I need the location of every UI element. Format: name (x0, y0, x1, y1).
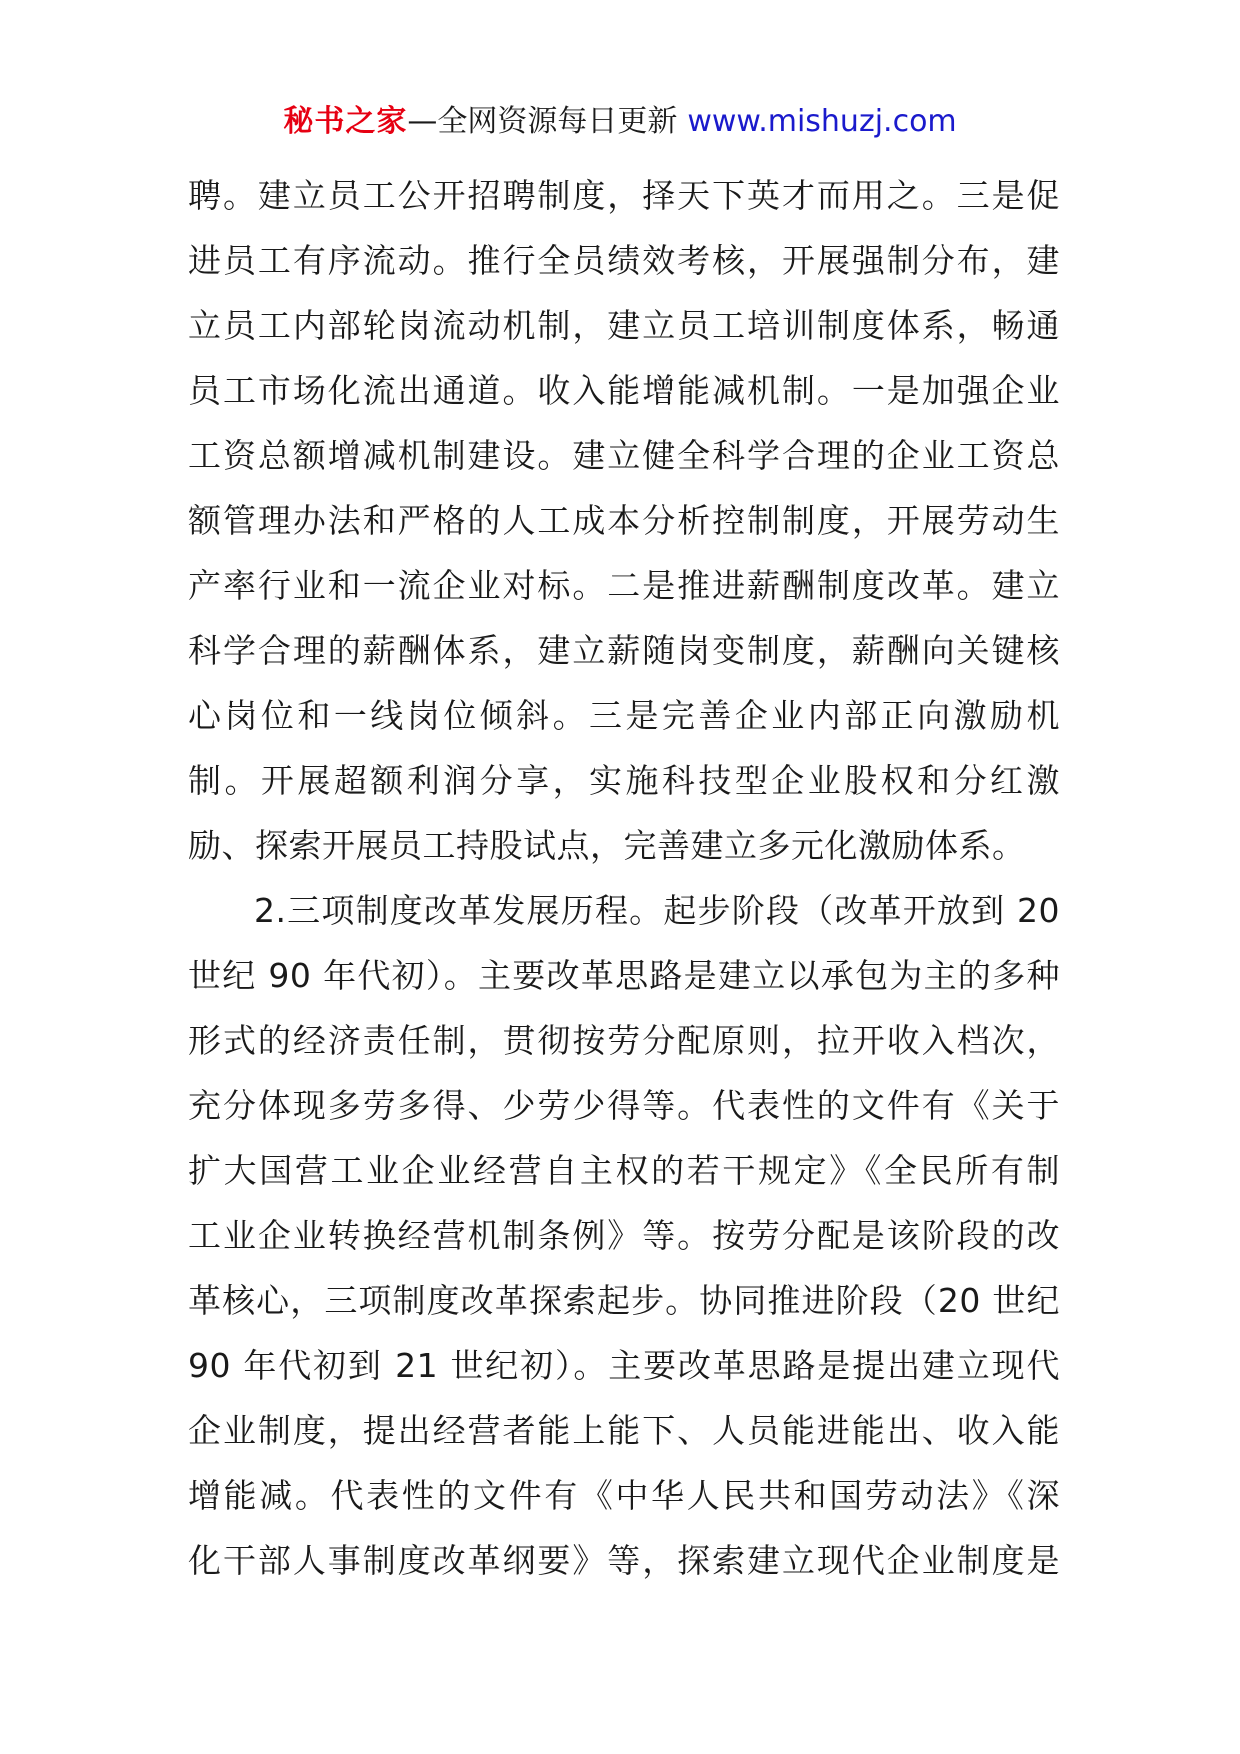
text-line: 制。开展超额利润分享，实施科技型企业股权和分红激 (188, 761, 1060, 800)
document-body (188, 163, 1060, 1593)
text-line: 工资总额增减机制建设。建立健全科学合理的企业工资总 (188, 436, 1060, 475)
text-line: 扩大国营工业企业经营自主权的若干规定》《全民所有制 (188, 1151, 1060, 1190)
page-header (0, 100, 1240, 144)
text-line: 聘。建立员工公开招聘制度，择天下英才而用之。三是促 (188, 176, 1060, 215)
text-line: 2.三项制度改革发展历程。起步阶段（改革开放到 20 (254, 891, 1060, 930)
text-line: 工业企业转换经营机制条例》等。按劳分配是该阶段的改 (188, 1216, 1060, 1255)
text-line: 员工市场化流出通道。收入能增能减机制。一是加强企业 (188, 371, 1060, 410)
text-line: 增能减。代表性的文件有《中华人民共和国劳动法》《深 (188, 1476, 1060, 1515)
text-line: 励、探索开展员工持股试点，完善建立多元化激励体系。 (188, 826, 1026, 865)
text-line: 充分体现多劳多得、少劳少得等。代表性的文件有《关于 (188, 1086, 1060, 1125)
text-line: 进员工有序流动。推行全员绩效考核，开展强制分布，建 (188, 241, 1060, 280)
text-line: 心岗位和一线岗位倾斜。三是完善企业内部正向激励机 (188, 696, 1060, 735)
header-url[interactable]: www.mishuzj.com (687, 104, 957, 139)
text-line: 化干部人事制度改革纲要》等，探索建立现代企业制度是 (188, 1541, 1060, 1580)
text-line: 革核心，三项制度改革探索起步。协同推进阶段（20 世纪 (188, 1281, 1060, 1320)
text-line: 世纪 90 年代初）。主要改革思路是建立以承包为主的多种 (188, 956, 1060, 995)
text-line: 额管理办法和严格的人工成本分析控制制度，开展劳动生 (188, 501, 1060, 540)
brand-name: 秘书之家 (283, 104, 408, 139)
text-line: 企业制度，提出经营者能上能下、人员能进能出、收入能 (188, 1411, 1060, 1450)
header-tagline: —全网资源每日更新 (407, 104, 678, 139)
text-line: 科学合理的薪酬体系，建立薪随岗变制度，薪酬向关键核 (188, 631, 1060, 670)
text-line: 形式的经济责任制，贯彻按劳分配原则，拉开收入档次， (188, 1021, 1060, 1060)
text-line: 产率行业和一流企业对标。二是推进薪酬制度改革。建立 (188, 566, 1060, 605)
text-line: 90 年代初到 21 世纪初）。主要改革思路是提出建立现代 (188, 1346, 1060, 1385)
text-line: 立员工内部轮岗流动机制，建立员工培训制度体系，畅通 (188, 306, 1060, 345)
